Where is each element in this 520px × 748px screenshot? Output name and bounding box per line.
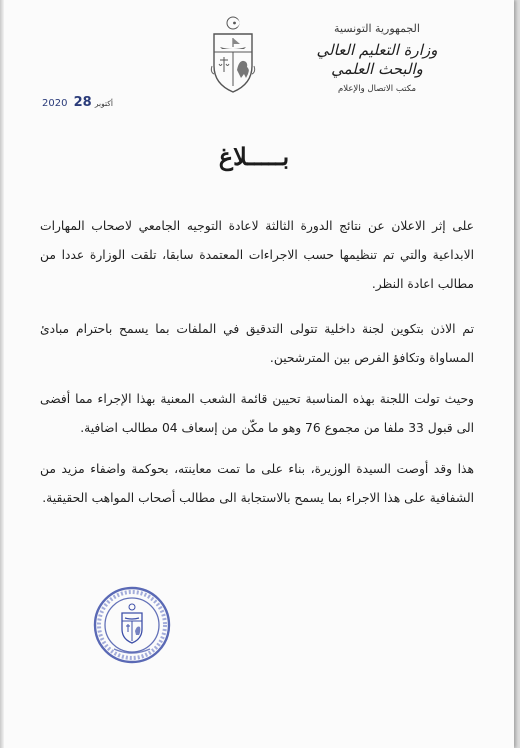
ministry-name-line2: والبحث العلمي (331, 60, 423, 78)
ministry-name-line1: وزارة التعليم العالي (316, 41, 438, 59)
ministry-header (282, 22, 472, 94)
page-edge (0, 0, 4, 748)
coat-of-arms-emblem (208, 14, 258, 96)
date-day: 28 (73, 95, 92, 110)
official-stamp (92, 585, 172, 665)
paragraph-4: هذا وقد أوصت السيدة الوزيرة، بناء على ما تمت معاينته، بحوكمة واضفاء مزيد من الشفافية على هذا الاجراء بما يسمح بالاستجابة الى مطالب أصحاب المواهب الحقيقية. (40, 462, 474, 505)
office-name: مكتب الاتصال والإعلام (338, 84, 416, 94)
country-name: الجمهورية التونسية (334, 22, 420, 35)
date-year: 2020 (42, 98, 68, 109)
paragraph-2: تم الاذن بتكوين لجنة داخلية تتولى التدقيق في الملفات بما يسمح باحترام مبادئ المساواة وتكافؤ الفرص بين المترشحين. (40, 322, 474, 365)
notice-body (40, 212, 474, 529)
notice-title: بـــــلاغ (218, 142, 290, 171)
paragraph-1: على إثر الاعلان عن نتائج الدورة الثالثة لاعادة التوجيه الجامعي لاصحاب المهارات الابداعية والتي تم تنظيمها حسب الاجراءات المعتمدة سابقا، تلقت الوزارة عددا من مطالب اعادة النظر. (40, 219, 474, 291)
paragraph-3: وحيث تولت اللجنة بهذه المناسبة تحيين قائمة الشعب المعنية بهذا الإجراء مما أفضى الى قبول 33 ملفا من مجموع 76 وهو ما مكّن من إسعاف 04 مطالب اضافية. (40, 392, 474, 435)
date-stamp (42, 95, 113, 110)
date-month: أكتوبر (94, 99, 113, 108)
